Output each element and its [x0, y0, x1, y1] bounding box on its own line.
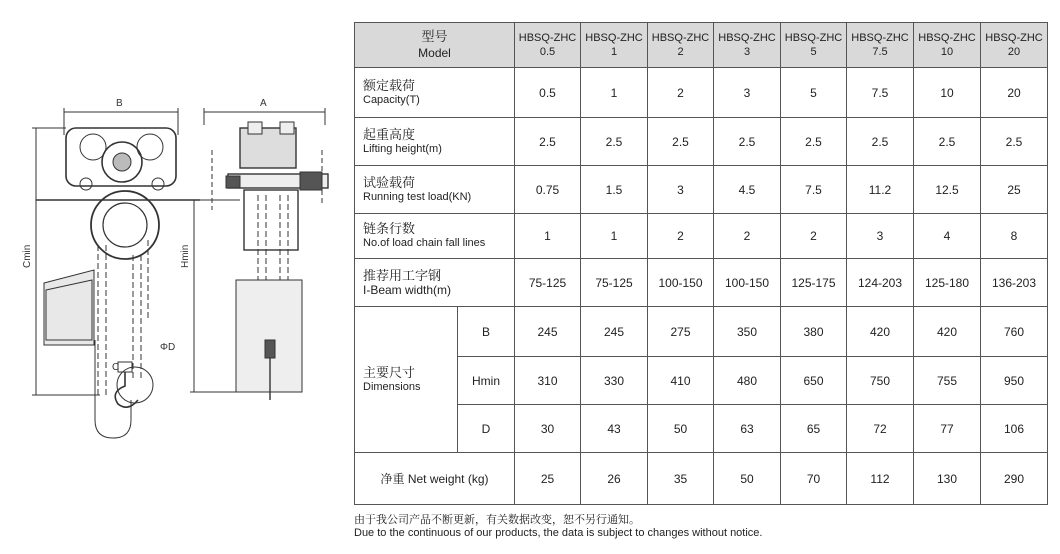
dim-sub-label: D [458, 405, 515, 453]
cell: 245 [581, 307, 648, 357]
hoist-drawing [0, 0, 352, 554]
cell: 0.5 [515, 68, 581, 118]
dim-label-Cmin: Cmin [22, 244, 33, 268]
model-prefix: HBSQ-ZHC [585, 32, 643, 44]
row-label-zh: 推荐用工字钢 [363, 267, 442, 283]
table-row [355, 118, 1048, 166]
row-label-en: I-Beam width(m) [363, 282, 452, 297]
model-size: 2 [677, 46, 684, 58]
row-label-zh: 额定载荷 [363, 77, 416, 93]
dimension-row [355, 307, 1048, 357]
cell: 0.75 [515, 166, 581, 214]
cell: 7.5 [847, 68, 914, 118]
model-size: 0.5 [539, 46, 556, 58]
cell: 3 [714, 68, 781, 118]
model-size: 3 [743, 46, 751, 58]
model-prefix: HBSQ-ZHC [518, 32, 577, 44]
cell: 43 [581, 405, 648, 453]
front-view [32, 108, 200, 438]
net-weight-label: 净重 Net weight (kg) [355, 453, 515, 505]
dim-sub-label: B [458, 307, 515, 357]
cell: 1 [581, 214, 648, 259]
cell: 50 [714, 453, 781, 505]
cell: 75-125 [515, 259, 581, 307]
spec-table [354, 22, 1048, 505]
model-label-en: Model [418, 46, 451, 60]
dimensions-label-zh: 主要尺寸 [363, 364, 416, 380]
footnote [354, 514, 762, 540]
cell: 2.5 [648, 118, 714, 166]
model-prefix: HBSQ-ZHC [985, 32, 1043, 44]
side-view [190, 108, 328, 400]
model-col [981, 23, 1048, 68]
cell: 2 [714, 214, 781, 259]
cell: 275 [648, 307, 714, 357]
model-col [847, 23, 914, 68]
row-label [355, 118, 515, 166]
cell: 12.5 [914, 166, 981, 214]
dim-label-Hmin: Hmin [180, 244, 191, 268]
row-label-en: Lifting height(m) [363, 142, 442, 155]
row-label-en: Running test load(KN) [363, 190, 472, 203]
cell: 245 [515, 307, 581, 357]
table-row [355, 214, 1048, 259]
cell: 2 [648, 68, 714, 118]
dim-label-B: B [116, 98, 123, 109]
table-row [355, 259, 1048, 307]
table-row [355, 166, 1048, 214]
cell: 760 [981, 307, 1048, 357]
cell: 63 [714, 405, 781, 453]
cell: 35 [648, 453, 714, 505]
row-label-en: No.of load chain fall lines [363, 237, 486, 249]
cell: 4 [914, 214, 981, 259]
cell: 7.5 [781, 166, 847, 214]
cell: 25 [981, 166, 1048, 214]
cell: 4.5 [714, 166, 781, 214]
cell: 26 [581, 453, 648, 505]
cell: 1 [581, 68, 648, 118]
row-label [355, 214, 515, 259]
dim-sub-label: Hmin [458, 357, 515, 405]
cell: 77 [914, 405, 981, 453]
model-prefix: HBSQ-ZHC [851, 32, 909, 44]
cell: 50 [648, 405, 714, 453]
cell: 11.2 [847, 166, 914, 214]
model-col [581, 23, 648, 68]
dim-label-phi-d: ΦD [160, 342, 176, 353]
cell: 290 [981, 453, 1048, 505]
cell: 2.5 [515, 118, 581, 166]
dim-label-A: A [260, 98, 267, 109]
cell: 420 [847, 307, 914, 357]
footnote-zh: 由于我公司产品不断更新，有关数据改变，恕不另行通知。 [354, 514, 640, 526]
cell: 2.5 [581, 118, 648, 166]
cell: 100-150 [714, 259, 781, 307]
cell: 350 [714, 307, 781, 357]
cell: 112 [847, 453, 914, 505]
cell: 72 [847, 405, 914, 453]
header-row [355, 23, 1048, 68]
cell: 650 [781, 357, 847, 405]
cell: 755 [914, 357, 981, 405]
row-label-zh: 起重高度 [363, 126, 416, 142]
cell: 1.5 [581, 166, 648, 214]
cell: 100-150 [648, 259, 714, 307]
cell: 2.5 [781, 118, 847, 166]
dimension-row [355, 357, 1048, 405]
cell: 25 [515, 453, 581, 505]
footnote-en: Due to the continuous of our products, the data is subject to changes without notice. [354, 527, 763, 539]
cell: 420 [914, 307, 981, 357]
model-size: 10 [940, 46, 954, 58]
cell: 106 [981, 405, 1048, 453]
cell: 1 [515, 214, 581, 259]
cell: 330 [581, 357, 648, 405]
cell: 750 [847, 357, 914, 405]
cell: 2 [648, 214, 714, 259]
model-col [648, 23, 714, 68]
cell: 2.5 [847, 118, 914, 166]
cell: 3 [847, 214, 914, 259]
cell: 10 [914, 68, 981, 118]
cell: 950 [981, 357, 1048, 405]
cell: 75-125 [581, 259, 648, 307]
model-prefix: HBSQ-ZHC [784, 32, 843, 44]
row-label-en: Capacity(T) [363, 93, 420, 106]
table-row [355, 68, 1048, 118]
cell: 70 [781, 453, 847, 505]
row-label [355, 68, 515, 118]
cell: 410 [648, 357, 714, 405]
model-prefix: HBSQ-ZHC [651, 32, 710, 44]
row-label-zh: 试验载荷 [363, 174, 416, 190]
model-header [355, 23, 515, 68]
dim-label-C: C [112, 362, 120, 373]
cell: 3 [648, 166, 714, 214]
cell: 30 [515, 405, 581, 453]
cell: 380 [781, 307, 847, 357]
cell: 125-175 [781, 259, 847, 307]
model-label-zh: 型号 [421, 29, 448, 44]
row-label [355, 166, 515, 214]
model-col [515, 23, 581, 68]
model-col [714, 23, 781, 68]
cell: 2.5 [714, 118, 781, 166]
model-prefix: HBSQ-ZHC [918, 32, 976, 44]
cell: 124-203 [847, 259, 914, 307]
cell: 65 [781, 405, 847, 453]
cell: 5 [781, 68, 847, 118]
cell: 480 [714, 357, 781, 405]
dimensions-label-en: Dimensions [363, 380, 421, 393]
dimension-row [355, 405, 1048, 453]
cell: 2.5 [914, 118, 981, 166]
net-weight-row [355, 453, 1048, 505]
model-size: 7.5 [872, 46, 888, 58]
cell: 2 [781, 214, 847, 259]
cell: 8 [981, 214, 1048, 259]
model-col [781, 23, 847, 68]
cell: 136-203 [981, 259, 1048, 307]
model-size: 20 [1007, 46, 1021, 58]
model-size: 1 [610, 46, 618, 58]
dimensions-label [355, 307, 458, 453]
cell: 125-180 [914, 259, 981, 307]
model-size: 5 [810, 46, 817, 58]
model-col [914, 23, 981, 68]
row-label-zh: 链条行数 [363, 221, 416, 236]
cell: 2.5 [981, 118, 1048, 166]
model-prefix: HBSQ-ZHC [718, 32, 776, 44]
row-label [355, 259, 515, 307]
cell: 310 [515, 357, 581, 405]
cell: 20 [981, 68, 1048, 118]
cell: 130 [914, 453, 981, 505]
